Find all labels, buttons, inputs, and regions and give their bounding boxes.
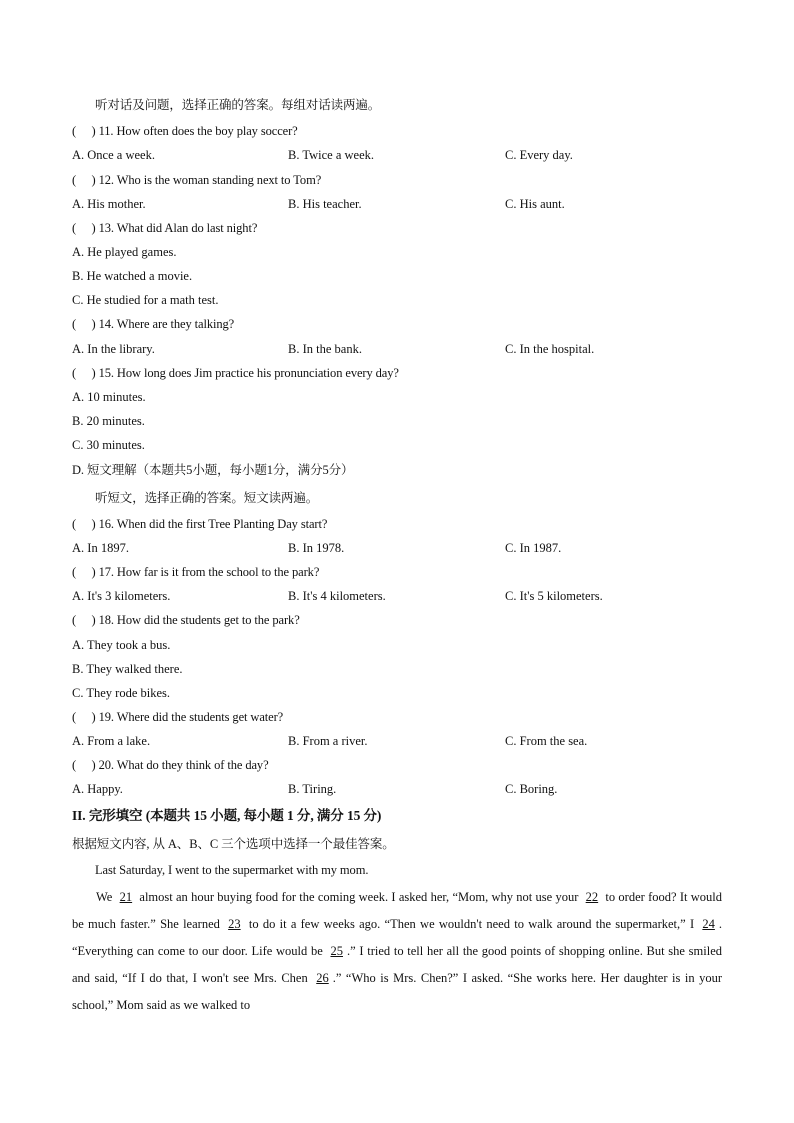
question-11-option-c[interactable]: C. Every day. xyxy=(505,148,573,162)
question-19-option-a[interactable]: A. From a lake. xyxy=(72,734,151,748)
passage-text: .” “Who is Mrs. Chen?” I asked. “She works here. Her daughter is in your school,” Mom said as we walked to xyxy=(72,971,722,1012)
question-12-option-a[interactable]: A. His mother. xyxy=(72,197,146,211)
blank-26[interactable]: 26 xyxy=(316,971,329,985)
passage-text: We xyxy=(96,890,116,904)
question-14-option-b[interactable]: B. In the bank. xyxy=(288,342,362,356)
question-20-option-b[interactable]: B. Tiring. xyxy=(288,782,337,796)
question-14-option-c[interactable]: C. In the hospital. xyxy=(505,342,595,356)
blank-21[interactable]: 21 xyxy=(119,890,133,904)
blank-22[interactable]: 22 xyxy=(585,890,599,904)
question-20-option-a[interactable]: A. Happy. xyxy=(72,782,123,796)
question-20-stem: ( ) 20. What do they think of the day? xyxy=(72,758,269,772)
question-15-option-a[interactable]: A. 10 minutes. xyxy=(72,390,146,404)
question-16-stem: ( ) 16. When did the first Tree Planting Day start? xyxy=(72,517,328,531)
question-17-option-a[interactable]: A. It's 3 kilometers. xyxy=(72,589,171,603)
question-19-option-b[interactable]: B. From a river. xyxy=(288,734,368,748)
question-18-option-a[interactable]: A. They took a bus. xyxy=(72,638,171,652)
question-15-stem: ( ) 15. How long does Jim practice his pronunciation every day? xyxy=(72,366,399,380)
question-11-option-b[interactable]: B. Twice a week. xyxy=(288,148,375,162)
question-13-option-c[interactable]: C. He studied for a math test. xyxy=(72,293,219,307)
question-16-option-c[interactable]: C. In 1987. xyxy=(505,541,562,555)
question-16-option-a[interactable]: A. In 1897. xyxy=(72,541,129,555)
passage-text: to order food? It would be much faster.” She learned xyxy=(72,890,722,931)
section-d-title: D. 短文理解（本题共5小题，每小题1分，满分5分） xyxy=(72,463,354,477)
section-d-instruction: 听短文，选择正确的答案。短文读两遍。 xyxy=(95,491,319,505)
cloze-passage xyxy=(72,884,722,1019)
listening-instruction: 听对话及问题，选择正确的答案。每组对话读两遍。 xyxy=(95,98,381,112)
question-14-option-a[interactable]: A. In the library. xyxy=(72,342,155,356)
question-11-option-a[interactable]: A. Once a week. xyxy=(72,148,155,162)
blank-24[interactable]: 24 xyxy=(702,917,715,931)
question-13-option-b[interactable]: B. He watched a movie. xyxy=(72,269,193,283)
question-13-stem: ( ) 13. What did Alan do last night? xyxy=(72,221,258,235)
question-19-option-c[interactable]: C. From the sea. xyxy=(505,734,588,748)
section-2-title: II. 完形填空 (本题共 15 小题, 每小题 1 分, 满分 15 分) xyxy=(72,808,382,823)
passage-first-line: Last Saturday, I went to the supermarket with my mom. xyxy=(95,863,369,877)
question-12-stem: ( ) 12. Who is the woman standing next to Tom? xyxy=(72,173,322,187)
question-18-option-b[interactable]: B. They walked there. xyxy=(72,662,183,676)
question-20-option-c[interactable]: C. Boring. xyxy=(505,782,558,796)
question-13-option-a[interactable]: A. He played games. xyxy=(72,245,177,259)
question-14-stem: ( ) 14. Where are they talking? xyxy=(72,317,235,331)
passage-text: .” I tried to tell her all the good points of shopping online. But she smiled and said, “If I do that, I won't see Mrs. Chen xyxy=(72,944,722,985)
question-15-option-b[interactable]: B. 20 minutes. xyxy=(72,414,145,428)
question-17-option-b[interactable]: B. It's 4 kilometers. xyxy=(288,589,386,603)
question-16-option-b[interactable]: B. In 1978. xyxy=(288,541,345,555)
question-15-option-c[interactable]: C. 30 minutes. xyxy=(72,438,145,452)
passage-text: to do it a few weeks ago. “Then we wouldn't need to walk around the supermarket,” I xyxy=(244,917,699,931)
passage-text: almost an hour buying food for the coming week. I asked her, “Mom, why not use your xyxy=(136,890,582,904)
question-11-stem: ( ) 11. How often does the boy play soccer? xyxy=(72,124,298,138)
question-12-option-b[interactable]: B. His teacher. xyxy=(288,197,362,211)
question-18-stem: ( ) 18. How did the students get to the park? xyxy=(72,613,300,627)
question-19-stem: ( ) 19. Where did the students get water? xyxy=(72,710,284,724)
question-17-stem: ( ) 17. How far is it from the school to the park? xyxy=(72,565,320,579)
section-2-instruction: 根据短文内容, 从 A、B、C 三个选项中选择一个最佳答案。 xyxy=(72,837,395,851)
question-18-option-c[interactable]: C. They rode bikes. xyxy=(72,686,171,700)
passage-text: . “Everything can come to our door. Life would be xyxy=(72,917,722,958)
blank-25[interactable]: 25 xyxy=(330,944,343,958)
question-17-option-c[interactable]: C. It's 5 kilometers. xyxy=(505,589,603,603)
blank-23[interactable]: 23 xyxy=(228,917,241,931)
question-12-option-c[interactable]: C. His aunt. xyxy=(505,197,565,211)
